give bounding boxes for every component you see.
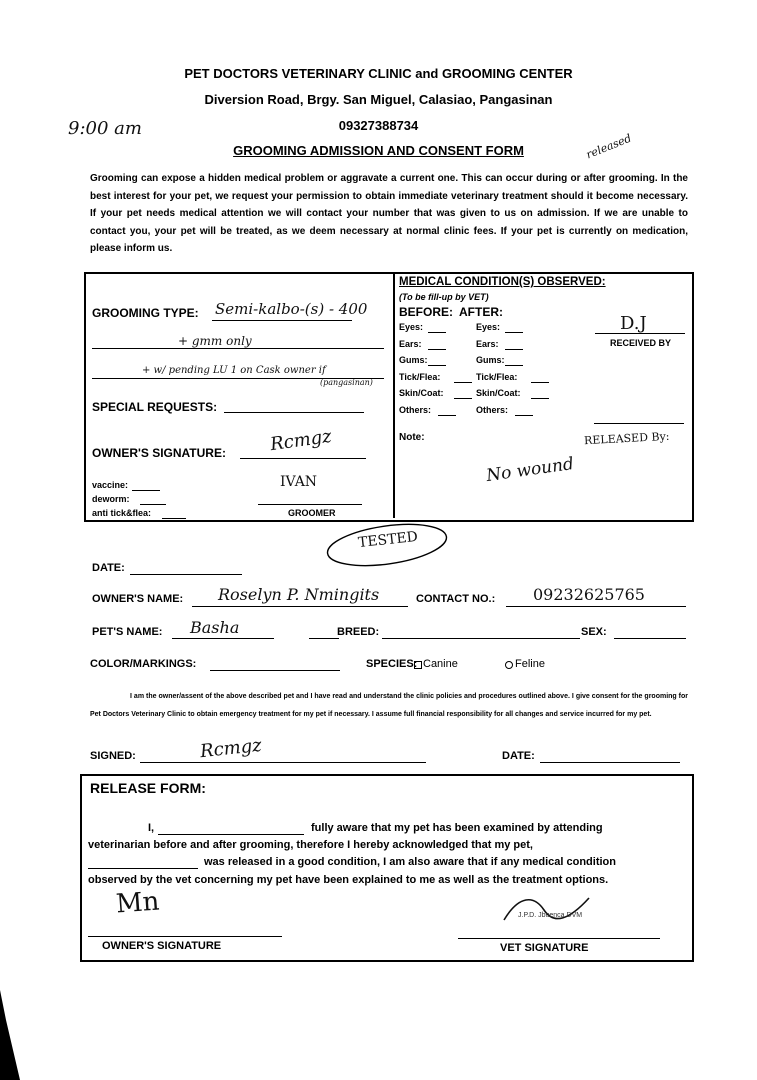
note-label: Note:: [399, 432, 425, 443]
released-insert: released: [584, 131, 634, 162]
grooming-type-label: GROOMING TYPE:: [92, 306, 199, 320]
antitick-label: anti tick&flea:: [92, 508, 152, 518]
vaccine-label: vaccine:: [92, 480, 129, 490]
received-initials: D.J: [620, 313, 647, 334]
medical-after-item: Eyes:: [476, 322, 501, 332]
medical-before-item: Skin/Coat:: [399, 388, 444, 398]
vet-stamp: J.P.D. Jbuenca DVM: [518, 912, 583, 919]
date2-label: DATE:: [502, 750, 535, 762]
note-value: No wound: [485, 453, 576, 487]
release-owner-sig-label: OWNER'S SIGNATURE: [102, 940, 222, 952]
species-label: SPECIES:: [366, 658, 418, 670]
owner-name-value: Roselyn P. Nmingits: [218, 585, 380, 604]
received-by-label: RECEIVED BY: [610, 338, 672, 348]
consent-paragraph: I am the owner/assent of the above described pet and I have read and understand the clinic policies and procedures outlined above. I give consent for the grooming for Pet Doctors Veterinary Clinic to obtain emergency treatment for my pet if necessary. I assume full financial responsibility for all changes and service incurred for my pet.: [90, 693, 688, 718]
canine-checkbox[interactable]: [414, 661, 422, 669]
feline-label: Feline: [515, 658, 545, 670]
release-title: RELEASE FORM:: [90, 780, 206, 796]
after-label: AFTER:: [459, 305, 503, 319]
form-title: GROOMING ADMISSION AND CONSENT FORM: [233, 143, 524, 158]
pet-name-label: PET'S NAME:: [92, 626, 163, 638]
medical-before-item: Tick/Flea:: [399, 371, 441, 382]
grooming-note-2: + w/ pending LU 1 on Cask owner if: [142, 365, 326, 376]
released-by: RELEASED By:: [583, 429, 670, 448]
release-i: I,: [148, 822, 155, 834]
grooming-note-1: + gmm only: [178, 334, 252, 348]
medical-before-item: Gums:: [399, 355, 428, 365]
contact-label: CONTACT NO.:: [416, 593, 496, 605]
groomer-name: IVAN: [280, 474, 318, 490]
color-label: COLOR/MARKINGS:: [90, 658, 197, 670]
clinic-address: Diversion Road, Brgy. San Miguel, Calasiao, Pangasinan: [204, 92, 553, 107]
medical-subtitle: (To be fill-up by VET): [399, 292, 489, 302]
grooming-note-2b: (pangasinan): [320, 378, 373, 387]
sex-label: SEX:: [581, 626, 607, 638]
groomer-label: GROOMER: [288, 508, 336, 518]
vet-sig-label: VET SIGNATURE: [500, 942, 589, 954]
medical-after-item: Skin/Coat:: [476, 388, 521, 398]
medical-after-item: Others:: [476, 404, 509, 415]
release-owner-signature: Mn: [115, 886, 161, 920]
canine-label: Canine: [423, 658, 458, 670]
signed-value: Rcmgz: [199, 734, 263, 763]
pet-name-value: Basha: [190, 618, 240, 637]
medical-after-item: Ears:: [476, 338, 499, 349]
deworm-label: deworm:: [92, 494, 130, 504]
breed-label: BREED:: [337, 626, 380, 638]
feline-checkbox[interactable]: [505, 661, 513, 669]
clinic-name: PET DOCTORS VETERINARY CLINIC and GROOMING CENTER: [184, 66, 573, 81]
signed-label: SIGNED:: [90, 750, 136, 762]
medical-after-item: Gums:: [476, 355, 505, 365]
intro-paragraph: Grooming can expose a hidden medical problem or aggravate a current one. This can occur during or after grooming. In the best interest for your pet, we request your permission to obtain immediate veterinary treatment should it become necessary. If your pet needs medical attention we will contact your number that was given to us on admission. If we are unable to contact you, your pet will be treated, as we deem necessary at normal clinic fees. If your pet is currently on medication, please inform us.: [90, 173, 688, 254]
medical-before-item: Others:: [399, 404, 432, 415]
box-divider: [393, 274, 395, 518]
medical-before-item: Ears:: [399, 338, 422, 349]
time-note: 9:00 am: [68, 118, 142, 139]
medical-before-item: Eyes:: [399, 322, 424, 332]
scan-edge-artifact: [0, 990, 24, 1080]
owner-signature-label: OWNER'S SIGNATURE:: [92, 446, 226, 460]
tested-stamp: TESTED: [357, 528, 419, 552]
clinic-phone: 09327388734: [338, 118, 419, 133]
special-requests-label: SPECIAL REQUESTS:: [92, 400, 218, 414]
owner-name-label: OWNER'S NAME:: [92, 593, 184, 605]
before-label: BEFORE:: [399, 305, 453, 319]
medical-title: MEDICAL CONDITION(S) OBSERVED:: [399, 276, 606, 288]
release-p2: veterinarian before and after grooming, therefore I hereby acknowledged that my pet,: [88, 839, 533, 851]
owner-signature-value: Rcmgz: [268, 425, 333, 456]
contact-value: 09232625765: [533, 585, 645, 604]
release-p1: fully aware that my pet has been examined by attending: [311, 822, 603, 834]
medical-after-item: Tick/Flea:: [476, 371, 518, 382]
date-label: DATE:: [92, 562, 125, 574]
release-p3: was released in a good condition, I am also aware that if any medical condition: [204, 856, 616, 868]
release-p4: observed by the vet concerning my pet have been explained to me as well as the treatment options.: [88, 874, 609, 886]
grooming-type-value: Semi-kalbo-(s) - 400: [215, 300, 368, 318]
vet-signature-mark: [494, 890, 614, 930]
